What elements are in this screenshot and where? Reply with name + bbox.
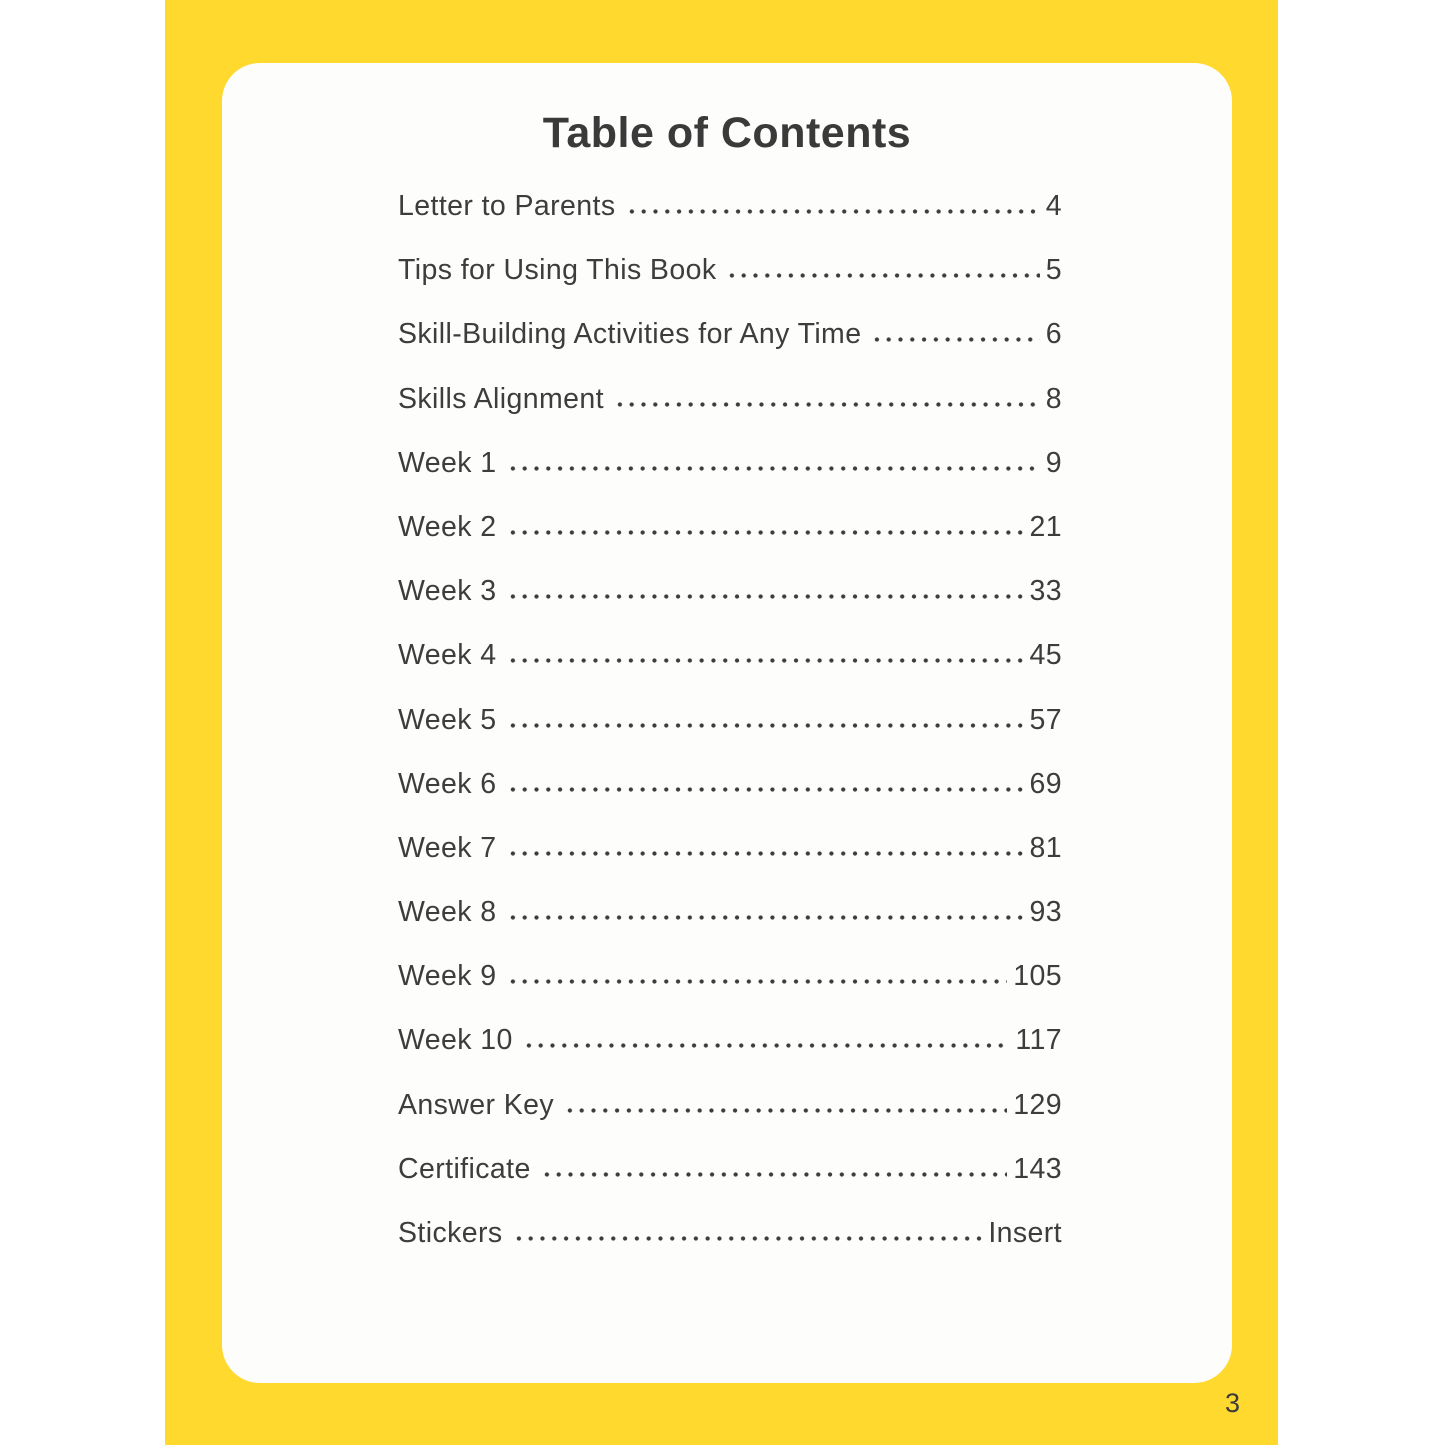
toc-entry-page: 8 (1045, 382, 1062, 415)
toc-entry-page: 81 (1029, 831, 1062, 864)
toc-entry-page: 45 (1029, 639, 1062, 672)
toc-list (398, 190, 1062, 1281)
toc-entry-label: Week 5 (398, 703, 497, 736)
toc-entry (398, 1089, 1062, 1153)
toc-entry (398, 318, 1062, 382)
toc-entry-page: 21 (1029, 510, 1062, 543)
toc-entry-label: Letter to Parents (398, 190, 616, 222)
toc-entry (398, 254, 1062, 318)
toc-entry (398, 575, 1062, 639)
toc-leader-dots (626, 208, 1040, 215)
toc-entry-page: Insert (988, 1217, 1062, 1249)
toc-entry-label: Week 4 (398, 639, 497, 672)
toc-leader-dots (507, 914, 1024, 921)
toc-leader-dots (564, 1107, 1007, 1114)
toc-entry-label: Week 9 (398, 960, 497, 993)
toc-entry-label: Skills Alignment (398, 382, 604, 415)
toc-entry (398, 896, 1062, 960)
toc-leader-dots (726, 272, 1039, 279)
toc-entry-page: 33 (1029, 575, 1062, 608)
toc-leader-dots (513, 1235, 983, 1242)
toc-entry-page: 105 (1013, 960, 1062, 993)
toc-leader-dots (507, 978, 1008, 985)
toc-entry (398, 1153, 1062, 1217)
toc-leader-dots (614, 401, 1040, 408)
toc-entry-label: Week 8 (398, 896, 497, 929)
toc-leader-dots (541, 1171, 1008, 1178)
toc-leader-dots (507, 722, 1024, 729)
toc-leader-dots (507, 657, 1024, 664)
toc-leader-dots (507, 465, 1040, 472)
toc-entry (398, 768, 1062, 832)
folio-page-number: 3 (1224, 1388, 1240, 1418)
toc-entry-page: 117 (1015, 1024, 1062, 1057)
toc-leader-dots (507, 529, 1024, 536)
toc-entry-label: Tips for Using This Book (398, 254, 717, 287)
toc-entry-label: Week 10 (398, 1024, 513, 1057)
toc-entry-label: Stickers (398, 1217, 503, 1249)
toc-leader-dots (507, 593, 1024, 600)
toc-entry-label: Answer Key (398, 1088, 555, 1121)
toc-entry-label: Week 3 (398, 575, 497, 608)
toc-entry-label: Week 1 (398, 446, 497, 479)
yellow-frame (165, 0, 1278, 1445)
toc-entry (398, 704, 1062, 768)
toc-entry-page: 57 (1029, 703, 1062, 736)
toc-leader-dots (507, 786, 1024, 793)
toc-entry-page: 6 (1045, 318, 1062, 351)
toc-entry-page: 93 (1029, 896, 1062, 929)
toc-entry (398, 511, 1062, 575)
toc-leader-dots (507, 850, 1024, 857)
toc-entry (398, 1217, 1062, 1281)
toc-leader-dots (871, 336, 1039, 343)
toc-entry (398, 383, 1062, 447)
toc-entry-page: 4 (1045, 190, 1062, 222)
toc-entry-page: 143 (1013, 1152, 1062, 1185)
toc-entry-label: Certificate (398, 1152, 531, 1185)
contents-page-card (222, 63, 1232, 1383)
toc-entry-label: Week 2 (398, 510, 497, 543)
toc-leader-dots (523, 1042, 1010, 1049)
toc-entry (398, 447, 1062, 511)
page-title: Table of Contents (542, 109, 912, 157)
toc-entry (398, 960, 1062, 1024)
toc-entry-label: Skill-Building Activities for Any Time (398, 318, 862, 351)
toc-entry-label: Week 7 (398, 831, 497, 864)
toc-entry (398, 639, 1062, 703)
toc-entry-page: 9 (1045, 446, 1062, 479)
toc-entry-page: 5 (1045, 254, 1062, 287)
toc-entry (398, 190, 1062, 254)
toc-entry (398, 832, 1062, 896)
toc-entry-page: 69 (1029, 767, 1062, 800)
toc-entry-label: Week 6 (398, 767, 497, 800)
toc-entry-page: 129 (1013, 1088, 1062, 1121)
toc-entry (398, 1024, 1062, 1088)
